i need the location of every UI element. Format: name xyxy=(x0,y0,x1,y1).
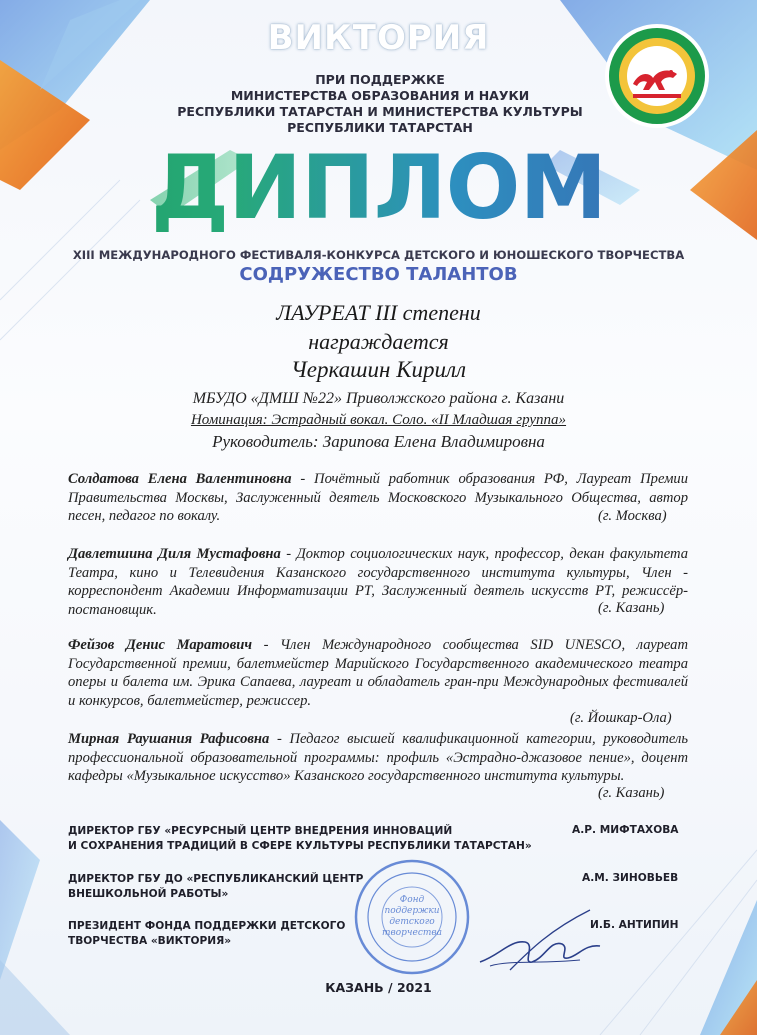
support-line: РЕСПУБЛИКИ ТАТАРСТАН И МИНИСТЕРСТВА КУЛЬТУРЫ xyxy=(177,104,583,119)
signatory-name: А.Р. МИФТАХОВА xyxy=(572,824,679,836)
signature-title xyxy=(68,872,363,902)
awarded-label: награждается xyxy=(308,329,449,354)
nomination: Номинация: Эстрадный вокал. Соло. «II Младшая группа» xyxy=(190,412,567,428)
support-line: ПРИ ПОДДЕРЖКЕ xyxy=(315,72,445,87)
signature-title-line: ДИРЕКТОР ГБУ ДО «РЕСПУБЛИКАНСКИЙ ЦЕНТР xyxy=(68,873,364,885)
svg-text:Фонд: Фонд xyxy=(399,895,425,905)
footer-city-year: КАЗАНЬ / 2021 xyxy=(325,980,432,995)
svg-text:творчества: творчества xyxy=(381,928,443,938)
signature-title-line: ВНЕШКОЛЬНОЙ РАБОТЫ» xyxy=(68,888,229,900)
jury-member-city: (г. Казань) xyxy=(598,785,665,801)
jury-member-text: - Педагог высшей квалификационной категории, руководитель профессиональной образовательной программы: профиль «Эстрадно-джазовое пение», доцент кафедры «Музыкальное искусство» Казанского государственного института культуры. xyxy=(68,731,689,784)
signatory-name: И.Б. АНТИПИН xyxy=(590,919,679,931)
jury-member-name: Давлетшина Диля Мустафовна xyxy=(68,546,281,562)
leader: Руководитель: Зарипова Елена Владимировна xyxy=(212,432,545,451)
handwritten-signature-icon xyxy=(470,900,610,980)
svg-text:детского: детского xyxy=(389,917,435,927)
jury-member xyxy=(68,545,688,619)
recipient-name: Черкашин Кирилл xyxy=(290,357,467,382)
signature-title xyxy=(68,824,532,854)
jury-member-text: - Доктор социологических наук, профессор, декан факультета Театра, кино и Телевидения Казанского государственного института культуры, Член - корреспондент Академии Информатизации РТ, Заслуженный деятель искусств РТ, режиссёр- постановщик. xyxy=(68,546,689,618)
jury-member-name: Фейзов Денис Маратович xyxy=(68,637,253,653)
signature-title-line: ДИРЕКТОР ГБУ «РЕСУРСНЫЙ ЦЕНТР ВНЕДРЕНИЯ ИННОВАЦИЙ xyxy=(68,825,453,837)
jury-member xyxy=(68,470,688,526)
jury-member-city: (г. Москва) xyxy=(598,508,667,524)
support-line: РЕСПУБЛИКИ ТАТАРСТАН xyxy=(287,120,473,135)
school-name: МБУДО «ДМШ №22» Приволжского района г. Казани xyxy=(192,390,565,407)
festival-description: XIII МЕЖДУНАРОДНОГО ФЕСТИВАЛЯ-КОНКУРСА ДЕТСКОГО И ЮНОШЕСКОГО ТВОРЧЕСТВА xyxy=(72,248,685,262)
festival-name: СОДРУЖЕСТВО ТАЛАНТОВ xyxy=(239,264,518,285)
signature-title xyxy=(68,919,345,949)
diploma-title: ДИПЛОМ xyxy=(0,140,757,236)
jury-member-text: - Член Международного сообщества SID UNESCO, лауреат Государственной премии, балетмейстер Марийского Государственного академического театра оперы и балета им. Эрика Сапаева, лауреат и обладатель гран-при Международных фестивалей и конкурсов, балетмейстер, режиссер. xyxy=(68,637,689,709)
jury-member-text: - Почётный работник образования РФ, Лауреат Премии Правительства Москвы, Заслуженный деятель Московского Музыкального Общества, автор песен, педагог по вокалу. xyxy=(68,471,688,524)
svg-text:поддержки: поддержки xyxy=(384,906,440,916)
jury-member-name: Мирная Раушания Рафисовна xyxy=(68,731,270,747)
award-degree: ЛАУРЕАТ III степени xyxy=(276,300,481,325)
signature-title-line: ТВОРЧЕСТВА «ВИКТОРИЯ» xyxy=(68,935,232,947)
support-line: МИНИСТЕРСТВА ОБРАЗОВАНИЯ И НАУКИ xyxy=(230,88,530,103)
jury-member xyxy=(68,636,688,710)
organization-stamp-icon xyxy=(353,858,471,976)
brand-logo: ВИКТОРИЯ xyxy=(267,18,490,58)
jury-member-city: (г. Йошкар-Ола) xyxy=(570,710,672,726)
jury-member xyxy=(68,730,688,786)
signature-title-line: ПРЕЗИДЕНТ ФОНДА ПОДДЕРЖКИ ДЕТСКОГО xyxy=(68,920,346,932)
jury-member-name: Солдатова Елена Валентиновна xyxy=(68,471,292,487)
support-text xyxy=(120,72,640,136)
signatory-name: А.М. ЗИНОВЬЕВ xyxy=(582,872,679,884)
jury-member-city: (г. Казань) xyxy=(598,600,665,616)
signature-title-line: И СОХРАНЕНИЯ ТРАДИЦИЙ В СФЕРЕ КУЛЬТУРЫ РЕСПУБЛИКИ ТАТАРСТАН» xyxy=(68,840,532,852)
